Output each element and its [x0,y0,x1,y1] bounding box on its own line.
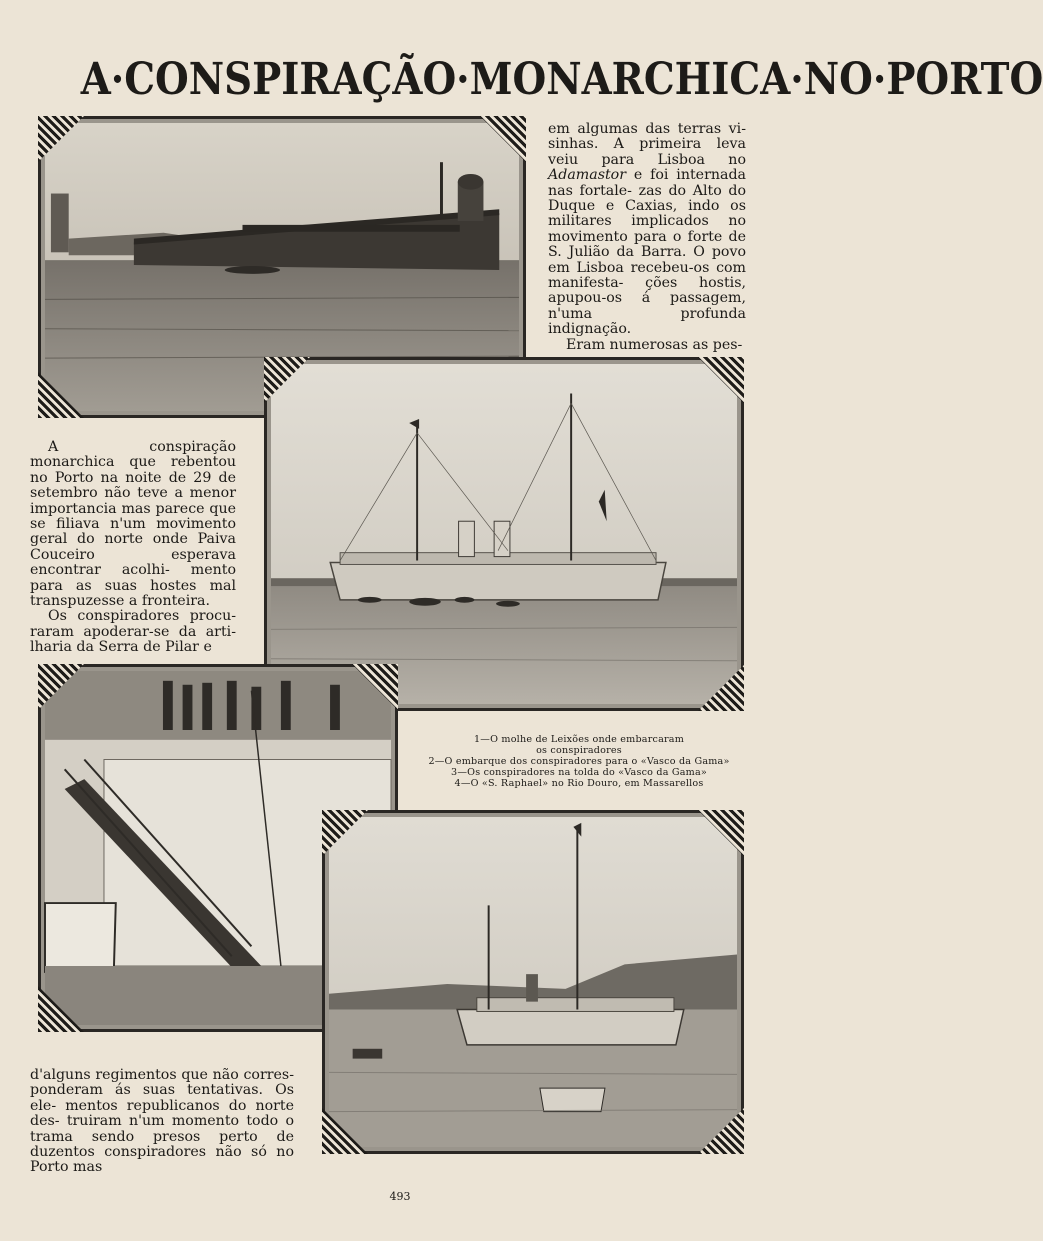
text-line: que rebentou no Porto na [30,454,236,486]
text-line: teve a menor importancia [30,485,236,517]
text-line: Barra. O povo em Lisboa [548,244,747,276]
article-column-left [30,440,236,656]
caption-4: 4—O «S. Raphael» no Rio Douro, em Massarellos [454,778,704,789]
text-line: mento para as suas hostes [30,562,236,594]
text-line: ções hostis, apupou-os á [548,275,746,307]
text-line: implicados no movimento [548,213,746,245]
text-line: para Lisboa no [601,151,746,168]
photo-vasco-da-gama-embarkation [264,357,744,711]
caption-1: 1—O molhe de Leixões onde embarcaram [473,734,685,745]
text-line: passagem, n'uma profunda [548,290,746,322]
photo-s-raphael-douro [322,810,744,1154]
text-line: Os conspiradores procu- [48,608,236,625]
text-line: e foi internada nas fortale- [548,167,746,199]
ship-name: Adamastor [548,167,627,184]
text-line: sinhas. A primeira leva veiu [548,136,746,168]
text-line: mal transpuzesse a fronteira. [30,577,237,610]
text-line: sendo presos perto de duzentos [30,1128,294,1161]
text-line: norte onde Paiva Couceiro [30,531,237,563]
text-line: d'alguns regimentos que não corres- [30,1067,294,1083]
text-line: esperava encontrar acolhi- [30,546,236,579]
text-line: em algumas das terras vi- [548,121,746,137]
text-line: conspiradores não só no Porto mas [30,1144,294,1176]
text-line: n'um movimento geral do [30,516,236,548]
text-line: mentos republicanos do norte des- [30,1097,295,1130]
text-line: raram apoderar-se da arti- [30,623,236,640]
text-line: noite de 29 de setembro não [30,469,236,502]
cruiser-scene [271,364,737,704]
article-column-right [548,122,746,353]
page-number: 493 [389,1190,411,1203]
text-line: recebeu-os com manifesta- [548,259,747,292]
text-line: A conspiração monarchica [30,439,236,471]
photo-captions [404,734,754,789]
text-line: mas parece que se filiava [30,500,236,533]
text-line: indignação. [548,321,632,338]
paragraph-continuation: Eram numerosas as pes- [566,336,743,353]
text-line: para o forte de S. Julião da [548,228,746,261]
caption-2: 2—O embarque dos conspiradores para o «Vasco da Gama» [428,756,730,767]
caption-3: 3—Os conspiradores na tolda do «Vasco da Gama» [451,767,707,778]
river-scene [329,817,737,1147]
headline: A·CONSPIRAÇÃO·MONARCHICA·NO·PORTO [80,54,1043,105]
text-line: Caxias, indo os militares [548,198,746,230]
article-column-bottom [30,1068,294,1176]
text-line: zas do Alto do Duque e [548,182,746,215]
text-line: ponderam ás suas tentativas. Os ele- [30,1082,294,1114]
text-line: truiram n'um momento todo o trama [30,1113,294,1145]
text-line: lharia da Serra de Pilar e [30,639,212,656]
caption-1-continued: os conspiradores [536,745,622,756]
